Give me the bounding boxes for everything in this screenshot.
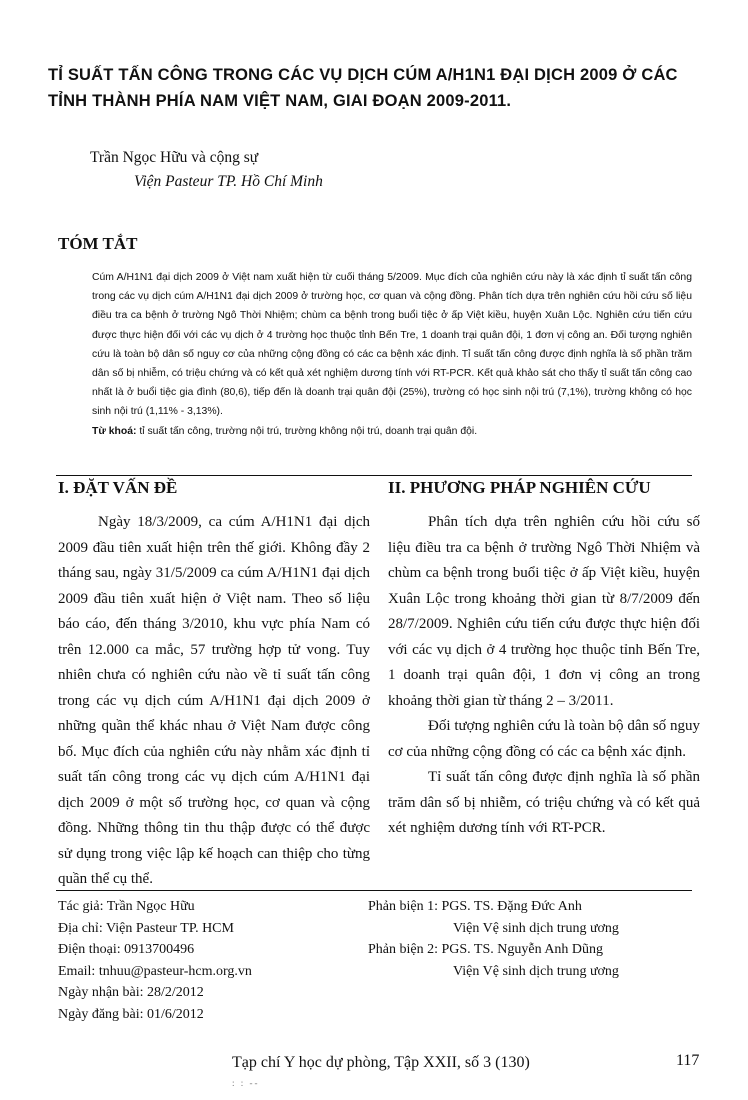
- journal-citation: Tạp chí Y học dự phòng, Tập XXII, số 3 (130): [232, 1054, 530, 1071]
- abstract-text: Cúm A/H1N1 đại dịch 2009 ở Việt nam xuất hiện từ cuối tháng 5/2009. Mục đích của nghiên cứu này là xác định tỉ suất tấn công trong các vụ dịch cúm A/H1N1 đại dịch 2009 ở trường học, cơ quan và cộng đồng. Phân tích dựa trên nghiên cứu hồi cứu số liệu điều tra ca bệnh ở trường Ngô Thời Nhiệm; chùm ca bệnh trong buổi tiệc ở ấp Việt kiều, huyện Xuân Lộc. Nghiên cứu tiến cứu được thực hiện đối với các vụ dịch ở 4 trường học thuộc tỉnh Bến Tre, 1 doanh trại quân đội, 1 đơn vị công an. Đối tượng nghiên cứu là toàn bộ dân số nguy cơ của những cộng đồng có các ca bệnh xác định. Tỉ suất tấn công được định nghĩa là số phần trăm dân số bị nhiễm, có triệu chứng và có kết quả xét nghiệm dương tính với RT-PCR. Kết quả khảo sát cho thấy tỉ suất tấn công cao nhất là ở buổi tiệc gia đình (80,6), tiếp đến là doanh trại quân đội (25%), trường có học sinh nội trú (7,1%), trường không có học sinh nội trú (1,11% - 3,13%).: [92, 272, 692, 418]
- section2-heading: II. PHƯƠNG PHÁP NGHIÊN CỨU: [388, 478, 651, 497]
- section2-paragraph-2: Đối tượng nghiên cứu là toàn bộ dân số nguy cơ của những cộng đồng có các ca bệnh xác định.: [388, 718, 700, 760]
- author-block: [90, 146, 323, 194]
- reviewer-2-org: Viện Vệ sinh dịch trung ương: [453, 963, 619, 979]
- reviewer-2: Phản biện 2: PGS. TS. Nguyễn Anh Dũng: [368, 942, 604, 957]
- paper-title: TỈ SUẤT TẤN CÔNG TRONG CÁC VỤ DỊCH CÚM A/H1N1 ĐẠI DỊCH 2009 Ở CÁC TỈNH THÀNH PHÍA NAM VIỆT NAM, GIAI ĐOẠN 2009-2011.: [48, 66, 678, 110]
- keywords-label: Từ khoá:: [92, 425, 137, 437]
- author-info: [58, 896, 252, 1025]
- reviewer-1-org: Viện Vệ sinh dịch trung ương: [453, 920, 619, 936]
- abstract-divider: [56, 475, 692, 476]
- section2-paragraph-3: Tỉ suất tấn công được định nghĩa là số phần trăm dân số bị nhiễm, có triệu chứng và có kết quả xét nghiệm dương tính với RT-PCR.: [388, 769, 700, 836]
- section1-heading: I. ĐẶT VẤN ĐỀ: [58, 478, 178, 497]
- left-column: [58, 510, 370, 893]
- keywords-text: tỉ suất tấn công, trường nội trú, trường không nội trú, doanh trại quân đội.: [139, 425, 478, 437]
- published-date: Ngày đăng bài: 01/6/2012: [58, 1006, 204, 1022]
- abstract-heading: TÓM TẮT: [58, 234, 138, 253]
- reviewer-info: [368, 896, 619, 982]
- keywords: [92, 422, 692, 441]
- authors: Trần Ngọc Hữu và cộng sự: [90, 149, 259, 166]
- section1-paragraph: Ngày 18/3/2009, ca cúm A/H1N1 đại dịch 2009 đầu tiên xuất hiện trên thế giới. Không đầy 2 tháng sau, ngày 31/5/2009 ca cúm A/H1N1 đại dịch 2009 đầu tiên xuất hiện ở Việt nam. Theo số liệu báo cáo, đến tháng 3/2010, khu vực phía Nam có trên 12.000 ca mắc, 57 trường hợp tử vong. Tuy nhiên chưa có nghiên cứu nào về tỉ suất tấn công trong các vụ dịch cúm A/H1N1 đại dịch 2009 ở những quần thể khác nhau ở Việt Nam được công bố. Mục đích của nghiên cứu này nhằm xác định tỉ suất tấn công trong các vụ dịch cúm A/H1N1 đại dịch 2009 ở một số trường học, cơ quan và cộng đồng. Những thông tin thu thập được có thể được sử dụng trong việc lập kế hoạch can thiệp cho từng quần thể cụ thể.: [58, 514, 370, 887]
- footer-divider: [56, 890, 692, 891]
- scan-marks: : : --: [232, 1078, 260, 1088]
- page-number: 117: [676, 1052, 700, 1069]
- email-line: Email: tnhuu@pasteur-hcm.org.vn: [58, 963, 252, 979]
- section2-paragraph-1: Phân tích dựa trên nghiên cứu hồi cứu số liệu điều tra ca bệnh ở trường Ngô Thời Nhiệm và chùm ca bệnh trong buổi tiệc ở ấp Việt kiều, huyện Xuân Lộc trong khoảng thời gian từ 8/7/2009 đến 28/7/2009. Nghiên cứu tiến cứu được thực hiện đối với các vụ dịch ở 4 trường học thuộc tỉnh Bến Tre, 1 doanh trại quân đội, 1 đơn vị công an trong khoảng thời gian từ tháng 2 – 3/2011.: [388, 514, 700, 709]
- reviewer-1: Phản biện 1: PGS. TS. Đặng Đức Anh: [368, 899, 582, 914]
- author-line: Tác giả: Trần Ngọc Hữu: [58, 899, 195, 914]
- address-line: Địa chỉ: Viện Pasteur TP. HCM: [58, 920, 234, 936]
- abstract: [92, 268, 692, 441]
- right-column: [388, 510, 700, 842]
- phone-line: Điện thoại: 0913700496: [58, 942, 195, 957]
- institution: Viện Pasteur TP. Hồ Chí Minh: [134, 173, 323, 190]
- received-date: Ngày nhận bài: 28/2/2012: [58, 985, 204, 1000]
